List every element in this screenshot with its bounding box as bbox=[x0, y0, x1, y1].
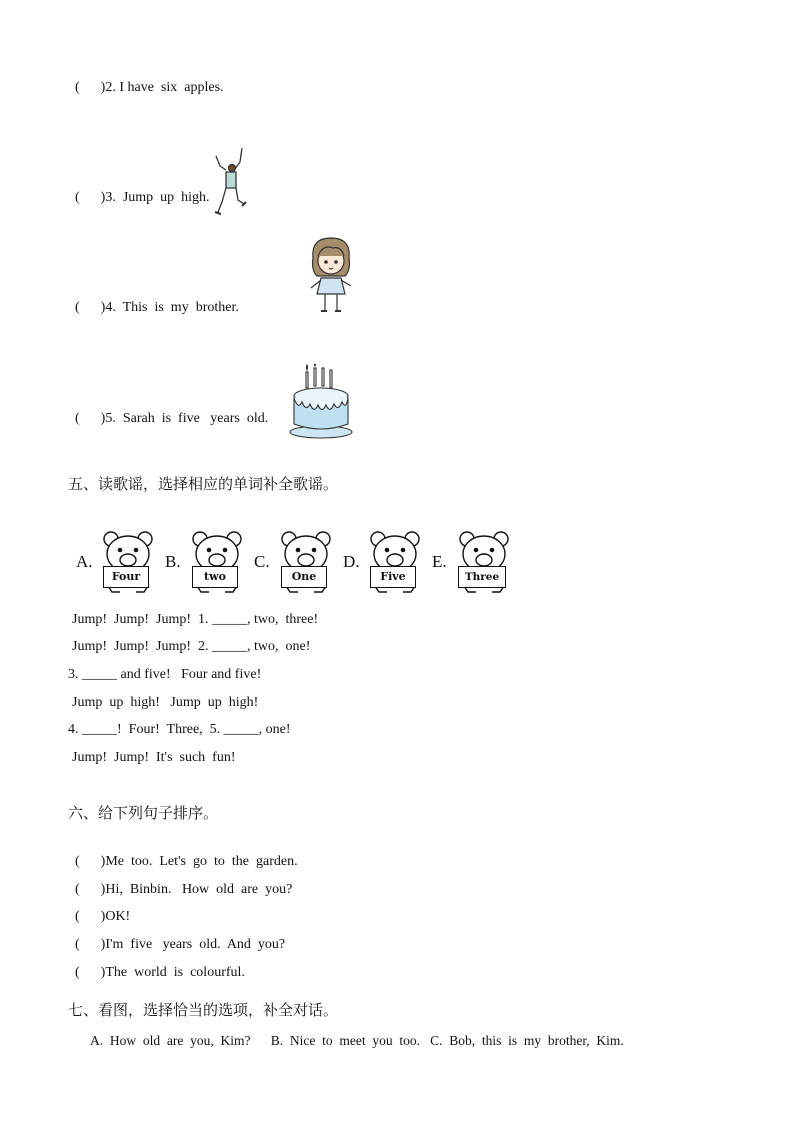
answer-paren[interactable]: ( ) bbox=[75, 190, 106, 205]
option-letter: D. bbox=[343, 552, 360, 571]
item-3 bbox=[68, 171, 210, 207]
answer-paren[interactable]: ( ) bbox=[75, 300, 106, 315]
word-card: Four bbox=[103, 566, 149, 588]
option-e bbox=[432, 530, 512, 596]
chant-line: 3. _____ and five! Four and five! bbox=[68, 667, 262, 682]
word-card: One bbox=[281, 566, 327, 588]
chant-line: Jump up high! Jump up high! bbox=[72, 695, 259, 710]
order-item bbox=[68, 946, 245, 982]
option-b bbox=[165, 530, 245, 596]
item-5 bbox=[68, 392, 268, 428]
answer-paren[interactable]: ( ) bbox=[75, 854, 106, 869]
chant-line: Jump! Jump! It's such fun! bbox=[72, 750, 236, 765]
option-letter: B. bbox=[165, 552, 181, 571]
option-c bbox=[254, 530, 334, 596]
section-6-heading: 六、给下列句子排序。 bbox=[68, 804, 219, 822]
item-4 bbox=[68, 281, 239, 317]
dialogue-options: A. How old are you, Kim? B. Nice to meet you too. C. Bob, this is my brother, Kim. bbox=[90, 1033, 624, 1048]
word-card: Three bbox=[458, 566, 506, 588]
item-text: Me too. Let's go to the garden. bbox=[105, 854, 298, 869]
section-7-heading: 七、看图，选择恰当的选项，补全对话。 bbox=[68, 1001, 339, 1019]
answer-paren[interactable]: ( ) bbox=[75, 965, 106, 980]
option-letter: C. bbox=[254, 552, 270, 571]
jumping-person-image bbox=[212, 146, 248, 218]
option-letter: A. bbox=[76, 552, 93, 571]
word-card: Five bbox=[370, 566, 416, 588]
answer-paren[interactable]: ( ) bbox=[75, 909, 106, 924]
item-text: 2. I have six apples. bbox=[105, 80, 224, 95]
girl-image bbox=[303, 236, 359, 314]
word-card: two bbox=[192, 566, 238, 588]
section-5-heading: 五、读歌谣，选择相应的单词补全歌谣。 bbox=[68, 475, 339, 493]
item-text: 4. This is my brother. bbox=[105, 300, 239, 315]
answer-paren[interactable]: ( ) bbox=[75, 411, 106, 426]
chant-line: 4. _____! Four! Three, 5. _____, one! bbox=[68, 722, 291, 737]
answer-paren[interactable]: ( ) bbox=[75, 937, 106, 952]
item-text: I'm five years old. And you? bbox=[105, 937, 286, 952]
option-d bbox=[343, 530, 423, 596]
birthday-cake-image bbox=[288, 364, 354, 440]
option-a bbox=[76, 530, 156, 596]
item-text: Hi, Binbin. How old are you? bbox=[105, 882, 293, 897]
item-text: OK! bbox=[105, 909, 131, 924]
answer-paren[interactable]: ( ) bbox=[75, 80, 106, 95]
item-text: 3. Jump up high. bbox=[105, 190, 210, 205]
chant-line: Jump! Jump! Jump! 1. _____, two, three! bbox=[72, 612, 319, 627]
item-2 bbox=[68, 61, 224, 97]
option-letter: E. bbox=[432, 552, 447, 571]
chant-line: Jump! Jump! Jump! 2. _____, two, one! bbox=[72, 639, 311, 654]
item-text: The world is colourful. bbox=[105, 965, 245, 980]
item-text: 5. Sarah is five years old. bbox=[105, 411, 269, 426]
answer-paren[interactable]: ( ) bbox=[75, 882, 106, 897]
